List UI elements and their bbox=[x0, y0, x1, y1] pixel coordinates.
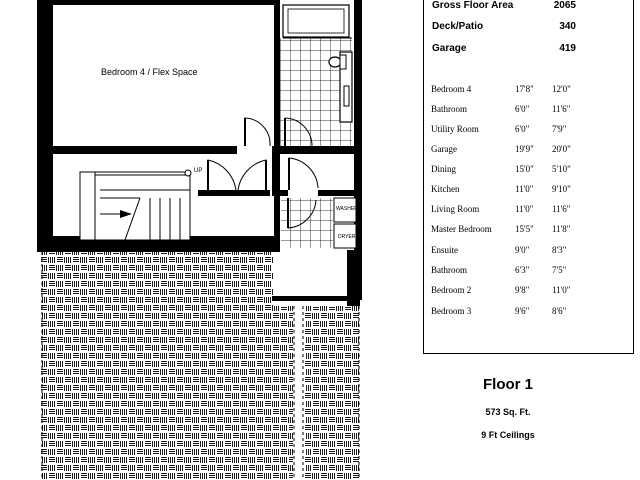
room-name: Living Room bbox=[431, 204, 480, 214]
room-dim-1: 9'8" bbox=[515, 285, 530, 295]
room-name: Bathroom bbox=[431, 265, 467, 275]
room-name: Ensuite bbox=[431, 245, 458, 255]
floor-title: Floor 1 bbox=[482, 376, 533, 393]
room-row bbox=[431, 164, 631, 178]
stairs-up-label: UP bbox=[194, 168, 203, 174]
room-name: Bedroom 4 bbox=[431, 84, 472, 94]
room-name: Kitchen bbox=[431, 184, 460, 194]
room-dim-1: 6'0" bbox=[515, 124, 530, 134]
room-dim-2: 12'0" bbox=[552, 84, 571, 94]
room-dim-1: 6'3" bbox=[515, 265, 530, 275]
room-dim-2: 11'0" bbox=[552, 285, 571, 295]
patio-right bbox=[305, 306, 360, 480]
room-dim-2: 11'6" bbox=[552, 204, 571, 214]
room-dim-2: 11'8" bbox=[552, 224, 571, 234]
room-row bbox=[431, 124, 631, 138]
room-name: Bathroom bbox=[431, 104, 467, 114]
room-dim-1: 15'5" bbox=[515, 224, 534, 234]
room-dim-1: 11'0" bbox=[515, 184, 534, 194]
room-row bbox=[431, 245, 631, 259]
room-dim-2: 8'3" bbox=[552, 245, 567, 255]
room-row bbox=[431, 306, 631, 320]
room-dim-2: 8'6" bbox=[552, 306, 567, 316]
room-dim-1: 15'0" bbox=[515, 164, 534, 174]
room-name: Bedroom 3 bbox=[431, 306, 472, 316]
room-name: Garage bbox=[431, 144, 457, 154]
room-row bbox=[431, 104, 631, 118]
room-dim-2: 20'0" bbox=[552, 144, 571, 154]
room-dim-1: 9'6" bbox=[515, 306, 530, 316]
room-name: Utility Room bbox=[431, 124, 479, 134]
summary-label: Deck/Patio bbox=[432, 21, 484, 32]
room-dim-2: 7'9" bbox=[552, 124, 567, 134]
room-row bbox=[431, 84, 631, 98]
bedroom4-label: Bedroom 4 / Flex Space bbox=[101, 67, 198, 77]
washer-label: WASHER bbox=[336, 206, 358, 212]
room-row bbox=[431, 224, 631, 238]
summary-label: Garage bbox=[432, 43, 467, 54]
room-dim-2: 7'5" bbox=[552, 265, 567, 275]
ceiling-height: 9 Ft Ceilings bbox=[481, 430, 535, 440]
summary-value: 2065 bbox=[553, 0, 576, 11]
room-row bbox=[431, 144, 631, 158]
room-dim-1: 6'0" bbox=[515, 104, 530, 114]
room-schedule-panel bbox=[423, 0, 634, 354]
dryer-label: DRYER bbox=[338, 234, 356, 240]
room-row bbox=[431, 265, 631, 279]
room-row bbox=[431, 285, 631, 299]
room-dim-1: 19'9" bbox=[515, 144, 534, 154]
room-row bbox=[431, 184, 631, 198]
summary-row bbox=[432, 43, 629, 59]
floor-area: 573 Sq. Ft. bbox=[485, 407, 531, 417]
room-dim-2: 5'10" bbox=[552, 164, 571, 174]
summary-value: 419 bbox=[559, 43, 576, 54]
room-name: Bedroom 2 bbox=[431, 285, 472, 295]
summary-row bbox=[432, 21, 629, 37]
room-name: Dining bbox=[431, 164, 457, 174]
summary-row bbox=[432, 0, 629, 16]
room-dim-1: 11'0" bbox=[515, 204, 534, 214]
room-dim-2: 11'6" bbox=[552, 104, 571, 114]
room-dim-2: 9'10" bbox=[552, 184, 571, 194]
room-dim-1: 9'0" bbox=[515, 245, 530, 255]
patio-left bbox=[41, 252, 293, 480]
room-name: Master Bedroom bbox=[431, 224, 492, 234]
room-dim-1: 17'8" bbox=[515, 84, 534, 94]
summary-label: Gross Floor Area bbox=[432, 0, 514, 11]
summary-value: 340 bbox=[559, 21, 576, 32]
room-row bbox=[431, 204, 631, 218]
